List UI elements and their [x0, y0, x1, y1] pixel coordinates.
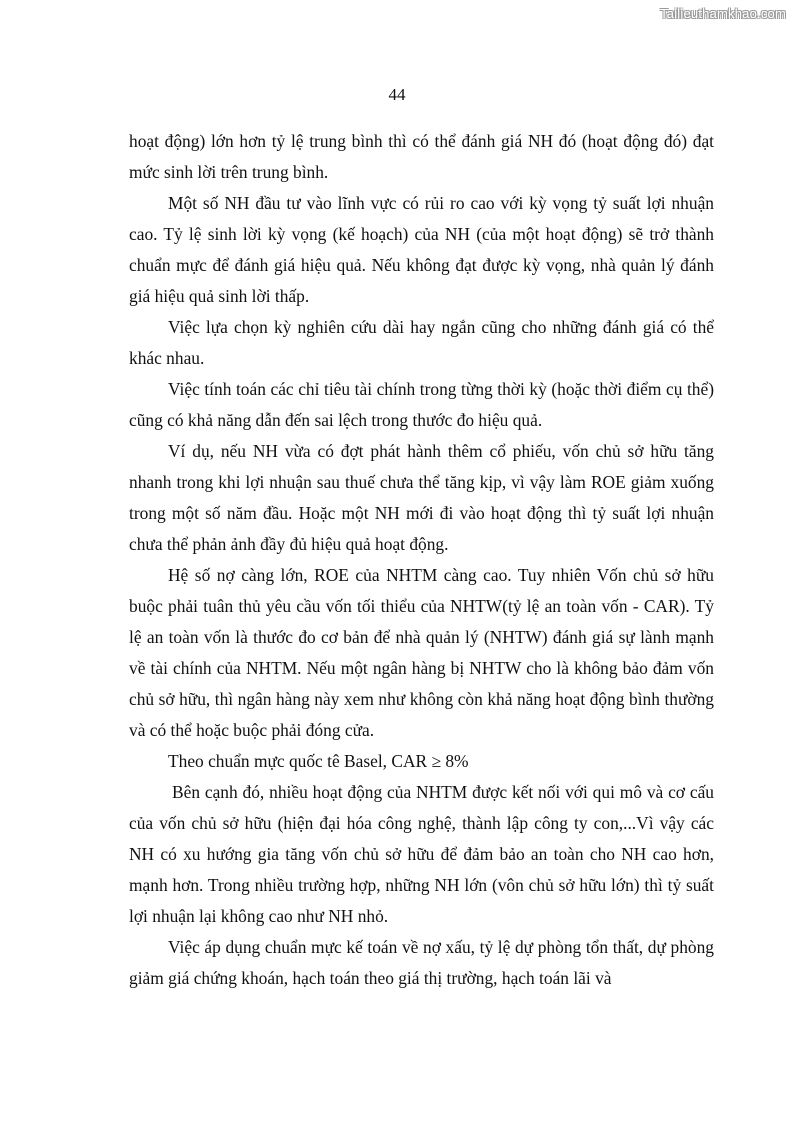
paragraph-7: Theo chuẩn mực quốc tê Basel, CAR ≥ 8%	[168, 751, 469, 771]
paragraph-3: Việc lựa chọn kỳ nghiên cứu dài hay ngắn cũng cho những đánh giá có thể khác nhau.	[129, 317, 714, 368]
paragraph-1: hoạt động) lớn hơn tỷ lệ trung bình thì có thể đánh giá NH đó (hoạt động đó) đạt mức sinh lời trên trung bình.	[129, 131, 714, 182]
page-number: 44	[388, 85, 406, 104]
watermark-text: Tailieuthamkhao.com	[660, 6, 786, 21]
paragraph-5: Ví dụ, nếu NH vừa có đợt phát hành thêm cổ phiếu, vốn chủ sở hữu tăng nhanh trong khi lợi nhuận sau thuế chưa thể tăng kịp, vì vậy làm ROE giảm xuống trong một số năm đầu. Hoặc một NH mới đi vào hoạt động thì tỷ suất lợi nhuận chưa thể phản ảnh đầy đủ hiệu quả hoạt động.	[129, 441, 714, 554]
paragraph-8: Bên cạnh đó, nhiều hoạt động của NHTM được kết nối với qui mô và cơ cấu của vốn chủ sở hữu (hiện đại hóa công nghệ, thành lập công ty con,...Vì vậy các NH có xu hướng gia tăng vốn chủ sở hữu để đảm bảo an toàn cho NH cao hơn, mạnh hơn. Trong nhiều trường hợp, những NH lớn (vôn chủ sở hữu lớn) thì tỷ suất lợi nhuận lại không cao như NH nhỏ.	[129, 782, 714, 926]
paragraph-6: Hệ số nợ càng lớn, ROE của NHTM càng cao. Tuy nhiên Vốn chủ sở hữu buộc phải tuân thủ yêu cầu vốn tối thiểu của NHTW(tỷ lệ an toàn vốn - CAR). Tỷ lệ an toàn vốn là thước đo cơ bản để nhà quản lý (NHTW) đánh giá sự lành mạnh về tài chính của NHTM. Nếu một ngân hàng bị NHTW cho là không bảo đảm vốn chủ sở hữu, thì ngân hàng này xem như không còn khả năng hoạt động bình thường và có thể hoặc buộc phải đóng cửa.	[129, 565, 714, 740]
paragraph-2: Một số NH đầu tư vào lĩnh vực có rủi ro cao với kỳ vọng tỷ suất lợi nhuận cao. Tỷ lệ sinh lời kỳ vọng (kế hoạch) của NH (của một hoạt động) sẽ trở thành chuẩn mực để đánh giá hiệu quả. Nếu không đạt được kỳ vọng, nhà quản lý đánh giá hiệu quả sinh lời thấp.	[129, 193, 714, 306]
paragraph-4: Việc tính toán các chỉ tiêu tài chính trong từng thời kỳ (hoặc thời điểm cụ thể) cũng có khả năng dẫn đến sai lệch trong thước đo hiệu quả.	[129, 379, 714, 430]
document-body	[129, 126, 714, 994]
paragraph-9: Việc áp dụng chuẩn mực kế toán về nợ xấu, tỷ lệ dự phòng tổn thất, dự phòng giảm giá chứng khoán, hạch toán theo giá thị trường, hạch toán lãi và	[129, 937, 714, 988]
